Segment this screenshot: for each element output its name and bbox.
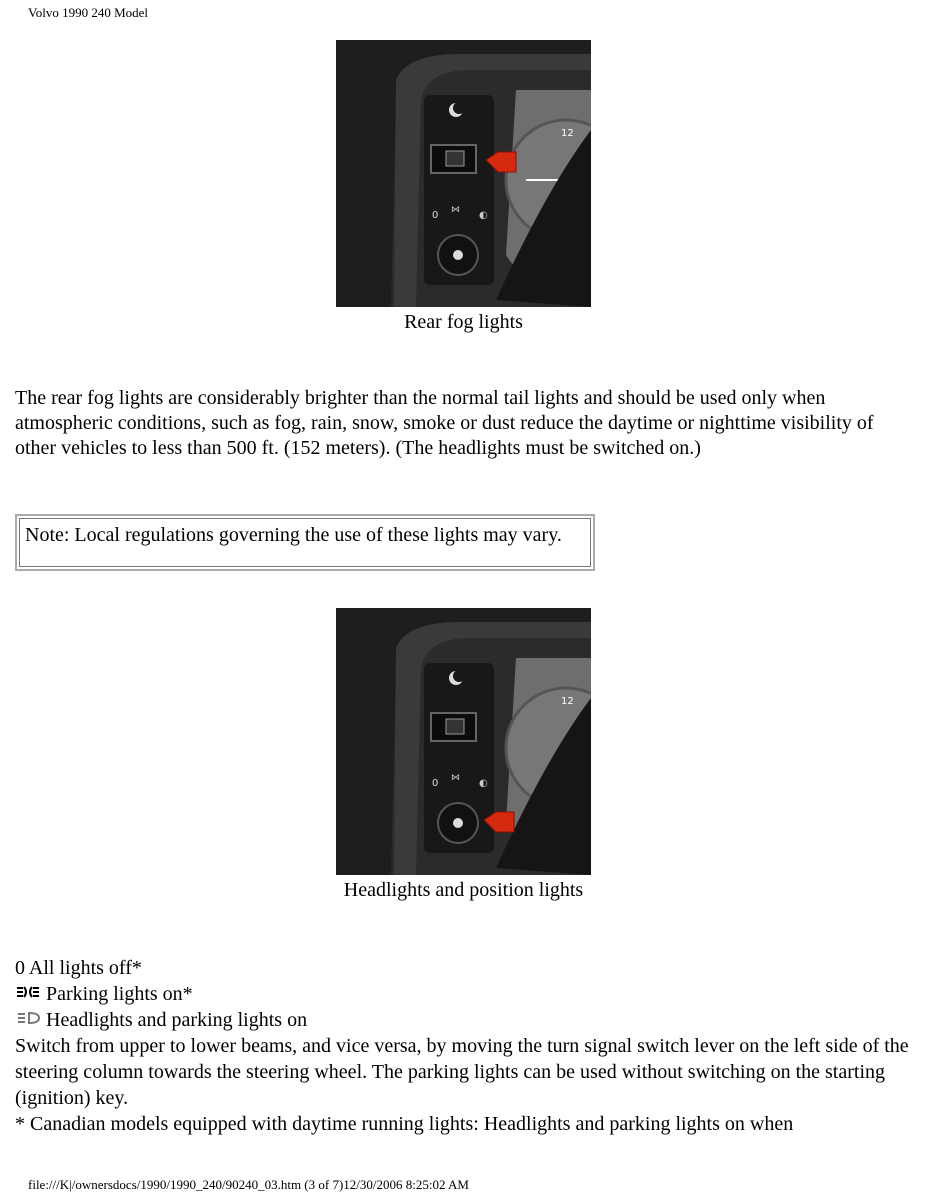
- headlights-position-lights-photo: [336, 608, 591, 875]
- figure-caption: Headlights and position lights: [343, 879, 584, 901]
- svg-text:12: 12: [561, 128, 574, 139]
- page-header: Volvo 1990 240 Model: [28, 5, 149, 20]
- svg-text:⋈: ⋈: [451, 773, 460, 783]
- list-item-label: Headlights and parking lights on: [46, 1009, 308, 1031]
- rear-fog-lights-photo: [336, 40, 591, 307]
- headlights-icon: [15, 1011, 41, 1025]
- svg-text:12: 12: [561, 696, 574, 707]
- canadian-models-text: * Canadian models equipped with daytime running lights: Headlights and parking lights on when: [15, 1113, 794, 1135]
- svg-text:0: 0: [432, 778, 439, 789]
- beam-switch-text: Switch from upper to lower beams, and vice versa, by moving the turn signal switch lever on the left side of the steering column towards the steering wheel. The parking lights can be used without switching on the starting (ignition) key.: [15, 1035, 909, 1109]
- body-paragraph: The rear fog lights are considerably brighter than the normal tail lights and should be used only when atmospheric conditions, such as fog, rain, snow, smoke or dust reduce the daytime or nighttime visibility of other vehicles to less than 500 ft. (152 meters). (The headlights must be switched on.): [15, 387, 874, 459]
- parking-lights-icon: [15, 985, 41, 999]
- svg-text:◐: ◐: [479, 778, 488, 789]
- note-text: Note: Local regulations governing the use of these lights may vary.: [19, 518, 591, 567]
- list-item-headlights: [15, 1007, 920, 1033]
- svg-text:0: 0: [432, 210, 439, 221]
- svg-text:◐: ◐: [479, 210, 488, 221]
- list-item-parking: [15, 981, 920, 1007]
- note-box: [15, 514, 595, 571]
- figure-caption: Rear fog lights: [404, 311, 523, 333]
- list-item-label: Parking lights on*: [46, 983, 193, 1005]
- page-footer: file:///K|/ownersdocs/1990/1990_240/90240_03.htm (3 of 7)12/30/2006 8:25:02 AM: [28, 1177, 469, 1192]
- light-switch-positions: [15, 955, 920, 1137]
- list-item-all-off: 0 All lights off*: [15, 957, 142, 979]
- svg-text:⋈: ⋈: [451, 205, 460, 215]
